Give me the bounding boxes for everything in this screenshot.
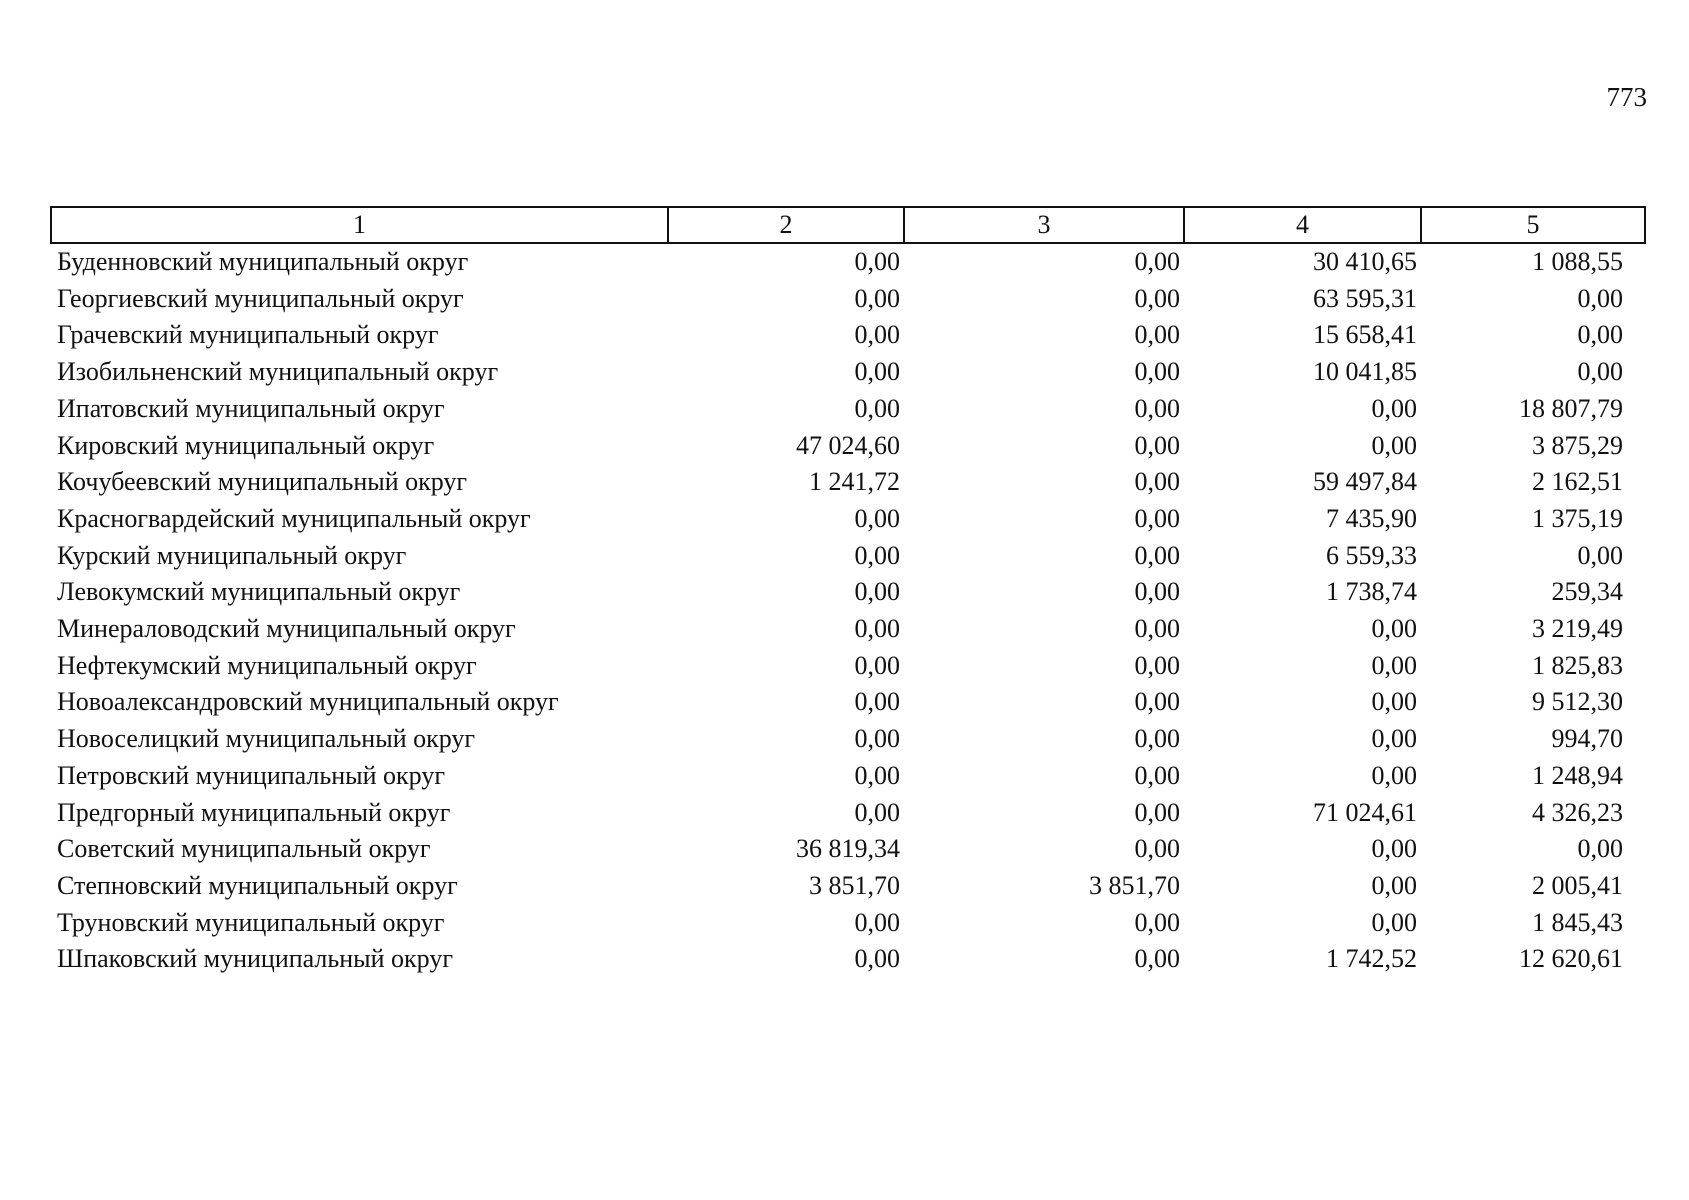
value-cell: 0,00 xyxy=(1134,797,1180,827)
value-cell: 0,00 xyxy=(1371,834,1417,864)
column-header: 5 xyxy=(1421,207,1645,243)
value-cell: 0,00 xyxy=(1371,430,1417,460)
value-cell: 71 024,61 xyxy=(1313,797,1417,827)
table-row xyxy=(51,428,1645,465)
value-cell: 0,00 xyxy=(1134,430,1180,460)
value-cell: 12 620,61 xyxy=(1519,944,1623,974)
value-cell: 0,00 xyxy=(854,357,900,387)
page-number: 773 xyxy=(1606,82,1647,112)
table-row xyxy=(51,868,1645,905)
value-cell: 0,00 xyxy=(1371,760,1417,790)
value-cell: 0,00 xyxy=(854,247,900,276)
data-table xyxy=(50,206,1646,978)
value-cell: 0,00 xyxy=(1577,834,1623,864)
value-cell: 0,00 xyxy=(1371,393,1417,423)
table-body xyxy=(51,243,1645,978)
district-name-cell: Шпаковский муниципальный округ xyxy=(57,944,453,974)
district-name-cell: Нефтекумский муниципальный округ xyxy=(57,650,477,680)
value-cell: 9 512,30 xyxy=(1532,687,1623,717)
value-cell: 1 825,83 xyxy=(1532,650,1623,680)
table-row xyxy=(51,574,1645,611)
value-cell: 0,00 xyxy=(854,687,900,717)
table-row xyxy=(51,941,1645,978)
value-cell: 0,00 xyxy=(1134,357,1180,387)
value-cell: 0,00 xyxy=(1371,724,1417,754)
value-cell: 30 410,65 xyxy=(1313,247,1417,276)
value-cell: 0,00 xyxy=(1371,907,1417,937)
district-name-cell: Грачевский муниципальный округ xyxy=(57,320,439,350)
column-header: 1 xyxy=(51,207,668,243)
value-cell: 3 851,70 xyxy=(1089,870,1180,900)
value-cell: 0,00 xyxy=(1134,320,1180,350)
table-row xyxy=(51,721,1645,758)
table-row xyxy=(51,317,1645,354)
table-row xyxy=(51,684,1645,721)
table-row xyxy=(51,758,1645,795)
district-name-cell: Труновский муниципальный округ xyxy=(57,907,445,937)
value-cell: 0,00 xyxy=(854,907,900,937)
value-cell: 0,00 xyxy=(1134,503,1180,533)
district-name-cell: Новоселицкий муниципальный округ xyxy=(57,724,476,754)
value-cell: 7 435,90 xyxy=(1326,503,1417,533)
value-cell: 1 241,72 xyxy=(809,467,900,497)
value-cell: 6 559,33 xyxy=(1326,540,1417,570)
data-table-container xyxy=(50,206,1644,978)
value-cell: 0,00 xyxy=(1134,907,1180,937)
value-cell: 0,00 xyxy=(1371,650,1417,680)
value-cell: 259,34 xyxy=(1551,577,1623,607)
value-cell: 0,00 xyxy=(854,577,900,607)
value-cell: 0,00 xyxy=(1577,540,1623,570)
value-cell: 59 497,84 xyxy=(1313,467,1417,497)
district-name-cell: Кировский муниципальный округ xyxy=(57,430,435,460)
column-header: 2 xyxy=(668,207,904,243)
value-cell: 15 658,41 xyxy=(1313,320,1417,350)
district-name-cell: Минераловодский муниципальный округ xyxy=(57,614,516,644)
value-cell: 0,00 xyxy=(1134,577,1180,607)
value-cell: 0,00 xyxy=(854,393,900,423)
value-cell: 0,00 xyxy=(1134,393,1180,423)
district-name-cell: Изобильненский муниципальный округ xyxy=(57,357,499,387)
value-cell: 0,00 xyxy=(854,503,900,533)
table-row xyxy=(51,243,1645,281)
value-cell: 3 219,49 xyxy=(1532,614,1623,644)
table-row xyxy=(51,905,1645,942)
value-cell: 18 807,79 xyxy=(1519,393,1623,423)
district-name-cell: Степновский муниципальный округ xyxy=(57,870,458,900)
table-row xyxy=(51,391,1645,428)
value-cell: 63 595,31 xyxy=(1313,283,1417,313)
table-header xyxy=(51,207,1645,243)
district-name-cell: Предгорный муниципальный округ xyxy=(57,797,451,827)
column-header: 4 xyxy=(1184,207,1421,243)
table-row xyxy=(51,795,1645,832)
district-name-cell: Буденновский муниципальный округ xyxy=(57,247,469,276)
value-cell: 0,00 xyxy=(854,760,900,790)
value-cell: 0,00 xyxy=(1134,540,1180,570)
value-cell: 4 326,23 xyxy=(1532,797,1623,827)
value-cell: 1 845,43 xyxy=(1532,907,1623,937)
value-cell: 1 248,94 xyxy=(1532,760,1623,790)
value-cell: 0,00 xyxy=(1134,467,1180,497)
table-row xyxy=(51,648,1645,685)
district-name-cell: Красногвардейский муниципальный округ xyxy=(57,503,531,533)
value-cell: 3 875,29 xyxy=(1532,430,1623,460)
value-cell: 0,00 xyxy=(1134,650,1180,680)
value-cell: 0,00 xyxy=(1134,760,1180,790)
value-cell: 1 742,52 xyxy=(1326,944,1417,974)
value-cell: 0,00 xyxy=(1134,944,1180,974)
value-cell: 0,00 xyxy=(854,283,900,313)
value-cell: 0,00 xyxy=(1577,357,1623,387)
value-cell: 3 851,70 xyxy=(809,870,900,900)
value-cell: 0,00 xyxy=(1134,724,1180,754)
value-cell: 1 088,55 xyxy=(1532,247,1623,276)
value-cell: 0,00 xyxy=(1134,247,1180,276)
header-row xyxy=(51,207,1645,243)
value-cell: 1 375,19 xyxy=(1532,503,1623,533)
value-cell: 0,00 xyxy=(1134,614,1180,644)
value-cell: 0,00 xyxy=(1371,614,1417,644)
value-cell: 0,00 xyxy=(1577,283,1623,313)
table-row xyxy=(51,501,1645,538)
district-name-cell: Петровский муниципальный округ xyxy=(57,760,445,790)
district-name-cell: Кочубеевский муниципальный округ xyxy=(57,467,468,497)
table-row xyxy=(51,464,1645,501)
value-cell: 0,00 xyxy=(854,944,900,974)
district-name-cell: Левокумский муниципальный округ xyxy=(57,577,461,607)
district-name-cell: Георгиевский муниципальный округ xyxy=(57,283,464,313)
value-cell: 0,00 xyxy=(854,614,900,644)
value-cell: 2 005,41 xyxy=(1532,870,1623,900)
district-name-cell: Новоалександровский муниципальный округ xyxy=(57,687,559,717)
value-cell: 994,70 xyxy=(1551,724,1623,754)
table-row xyxy=(51,538,1645,575)
value-cell: 47 024,60 xyxy=(796,430,900,460)
table-row xyxy=(51,831,1645,868)
value-cell: 0,00 xyxy=(854,540,900,570)
district-name-cell: Ипатовский муниципальный округ xyxy=(57,393,445,423)
value-cell: 0,00 xyxy=(1577,320,1623,350)
value-cell: 0,00 xyxy=(1371,870,1417,900)
table-row xyxy=(51,611,1645,648)
value-cell: 10 041,85 xyxy=(1313,357,1417,387)
value-cell: 0,00 xyxy=(854,320,900,350)
value-cell: 2 162,51 xyxy=(1532,467,1623,497)
value-cell: 0,00 xyxy=(854,724,900,754)
district-name-cell: Курский муниципальный округ xyxy=(57,540,407,570)
value-cell: 0,00 xyxy=(854,650,900,680)
value-cell: 0,00 xyxy=(1371,687,1417,717)
value-cell: 0,00 xyxy=(1134,687,1180,717)
value-cell: 0,00 xyxy=(1134,834,1180,864)
value-cell: 1 738,74 xyxy=(1326,577,1417,607)
value-cell: 0,00 xyxy=(1134,283,1180,313)
table-row xyxy=(51,281,1645,318)
value-cell: 36 819,34 xyxy=(796,834,900,864)
column-header: 3 xyxy=(904,207,1184,243)
value-cell: 0,00 xyxy=(854,797,900,827)
table-row xyxy=(51,354,1645,391)
district-name-cell: Советский муниципальный округ xyxy=(57,834,431,864)
